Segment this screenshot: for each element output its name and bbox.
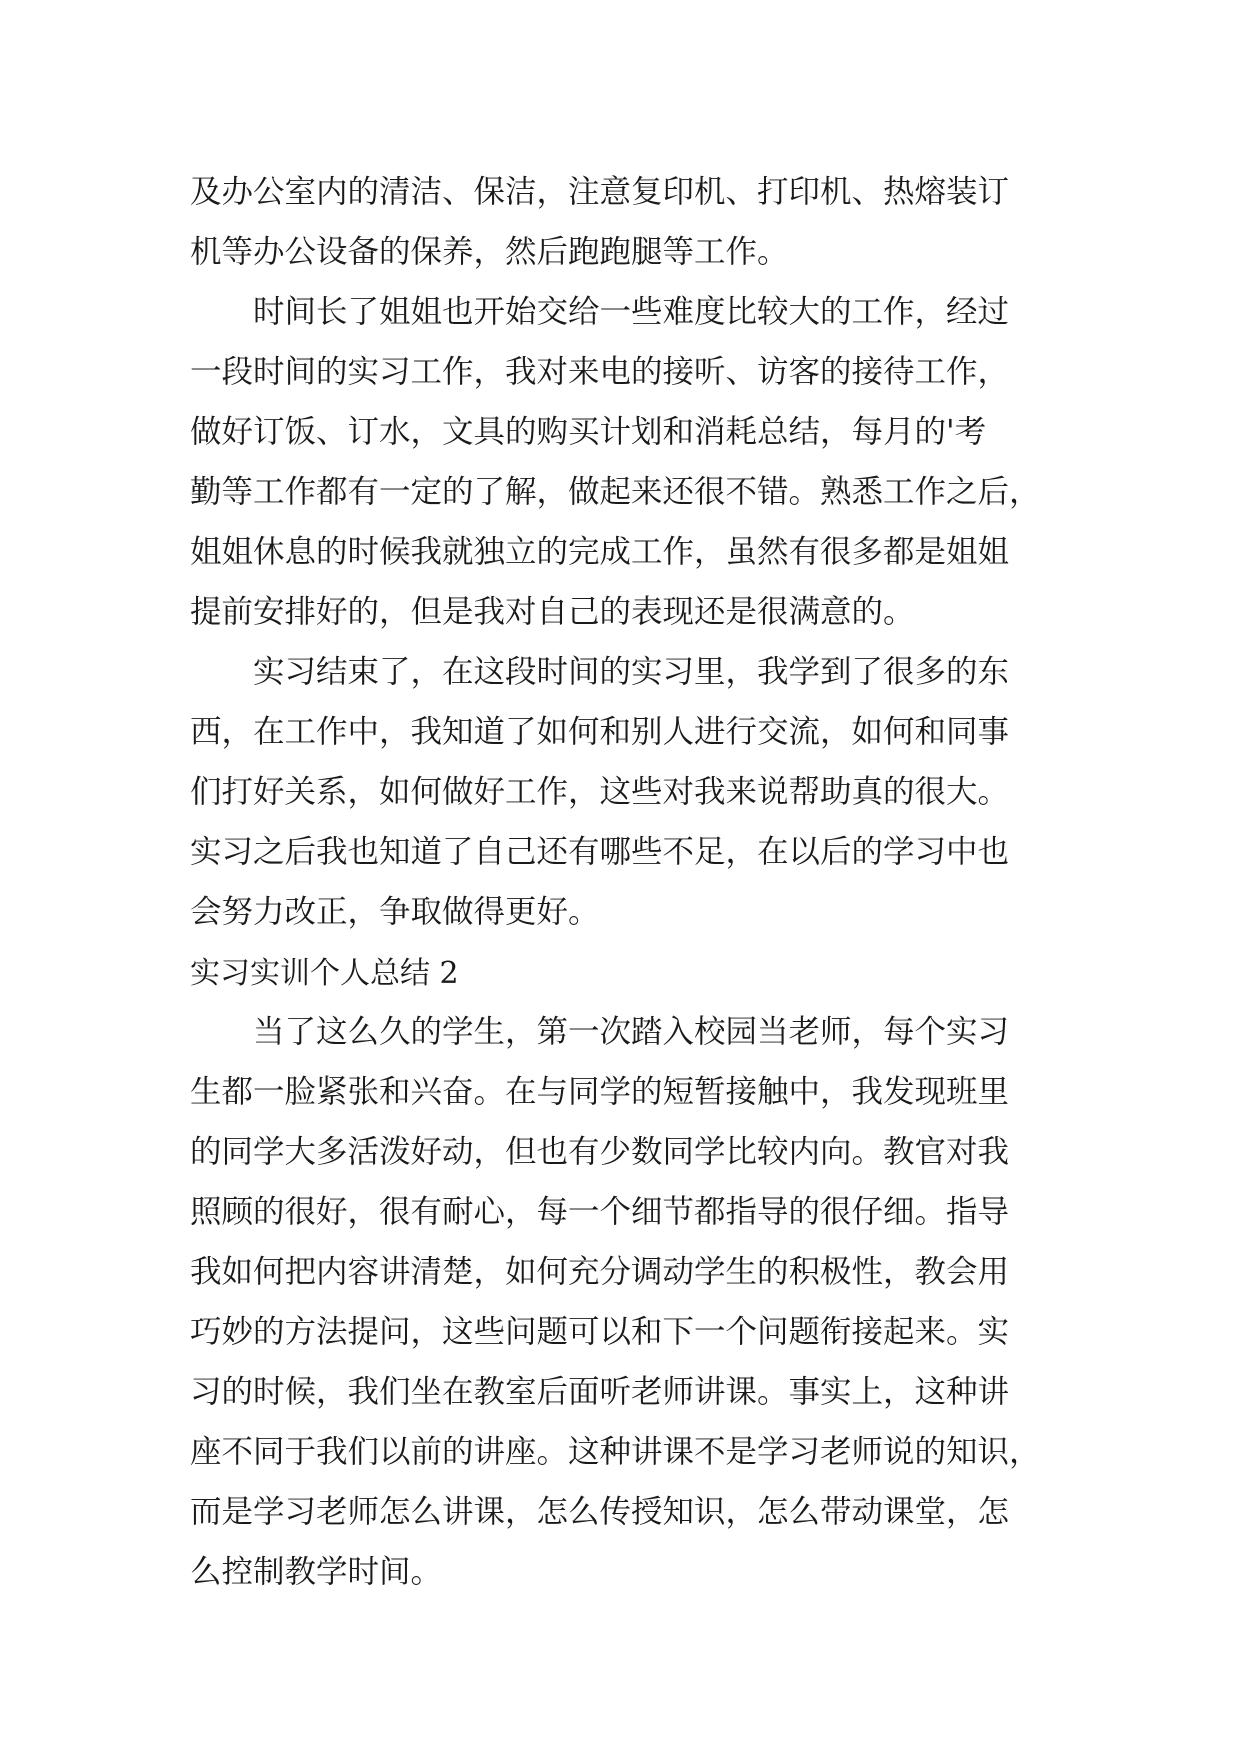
text-line: 实习结束了，在这段时间的实习里，我学到了很多的东 (253, 654, 1010, 690)
text-line: 当了这么久的学生，第一次踏入校园当老师，每个实习 (253, 1014, 1010, 1050)
text-line: 生都一脸紧张和兴奋。在与同学的短暂接触中，我发现班里 (190, 1074, 1010, 1110)
paragraph-1 (190, 162, 1050, 282)
text-line: 而是学习老师怎么讲课，怎么传授知识，怎么带动课堂，怎 (190, 1494, 1010, 1530)
text-line: 提前安排好的，但是我对自己的表现还是很满意的。 (190, 594, 915, 630)
text-line: 勤等工作都有一定的了解，做起来还很不错。熟悉工作之后， (190, 474, 1041, 510)
text-line: 照顾的很好，很有耐心，每一个细节都指导的很仔细。指导 (190, 1194, 1010, 1230)
text-line: 会努力改正，争取做得更好。 (190, 894, 600, 930)
text-line: 机等办公设备的保养，然后跑跑腿等工作。 (190, 234, 789, 270)
text-line: 巧妙的方法提问，这些问题可以和下一个问题衔接起来。实 (190, 1314, 1010, 1350)
text-line: 习的时候，我们坐在教室后面听老师讲课。事实上，这种讲 (190, 1374, 1010, 1410)
section-heading: 实习实训个人总结 2 (190, 956, 459, 991)
text-line: 一段时间的实习工作，我对来电的接听、访客的接待工作， (190, 354, 1010, 390)
paragraph-2 (190, 282, 1050, 642)
text-line: 么控制教学时间。 (190, 1554, 443, 1590)
text-line: 们打好关系，如何做好工作，这些对我来说帮助真的很大。 (190, 774, 1010, 810)
text-line: 我如何把内容讲清楚，如何充分调动学生的积极性，教会用 (190, 1254, 1010, 1290)
paragraph-4 (190, 1002, 1050, 1602)
paragraph-3 (190, 642, 1050, 942)
text-line: 姐姐休息的时候我就独立的完成工作，虽然有很多都是姐姐 (190, 534, 1010, 570)
text-line: 西，在工作中，我知道了如何和别人进行交流，如何和同事 (190, 714, 1010, 750)
text-line: 的同学大多活泼好动，但也有少数同学比较内向。教官对我 (190, 1134, 1010, 1170)
document-body (190, 162, 1050, 1602)
text-line: 实习之后我也知道了自己还有哪些不足，在以后的学习中也 (190, 834, 1010, 870)
text-line: 座不同于我们以前的讲座。这种讲课不是学习老师说的知识， (190, 1434, 1041, 1470)
text-line: 做好订饭、订水，文具的购买计划和消耗总结，每月的'考 (190, 414, 987, 450)
text-line: 及办公室内的清洁、保洁，注意复印机、打印机、热熔装订 (190, 174, 1010, 210)
text-line: 时间长了姐姐也开始交给一些难度比较大的工作，经过 (253, 294, 1010, 330)
